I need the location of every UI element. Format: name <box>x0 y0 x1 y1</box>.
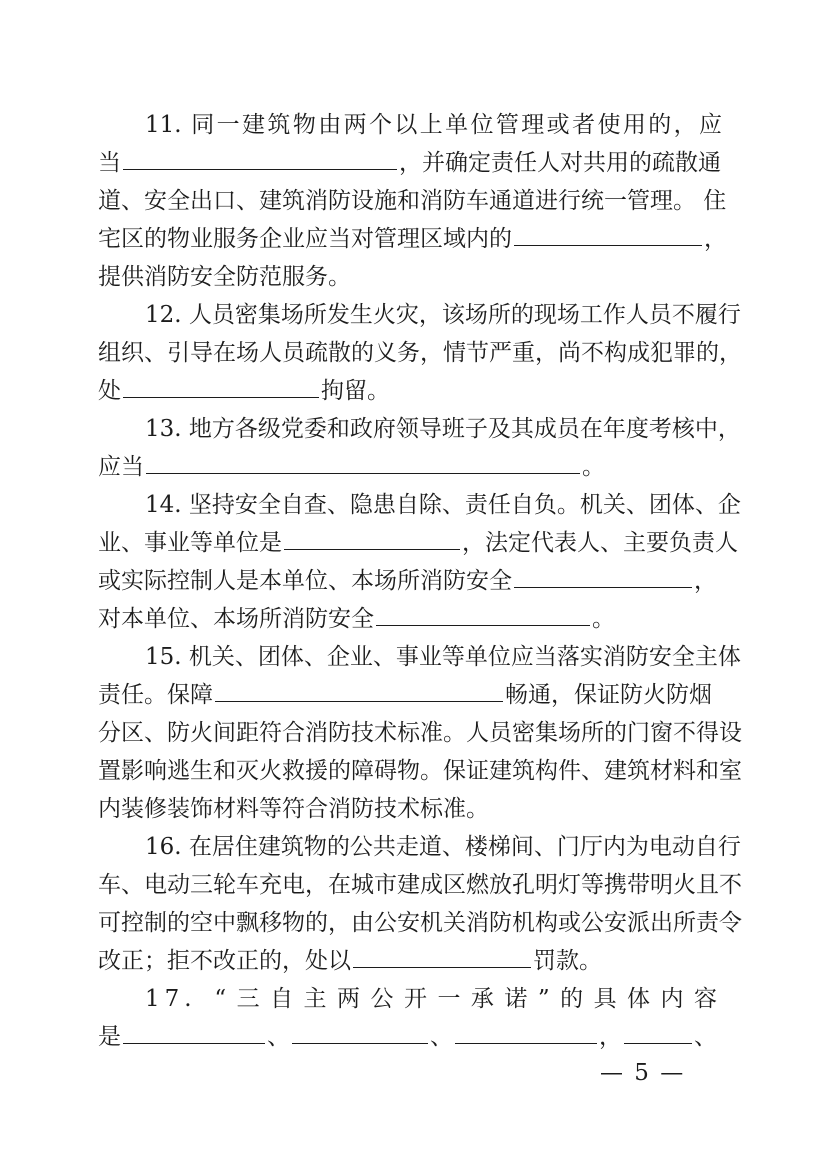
q11-text-7: 提供消防安全防范服务。 <box>98 264 351 290</box>
q14-text-5: ， <box>694 568 717 594</box>
fill-blank[interactable] <box>353 947 531 968</box>
q17-text-5: ， <box>599 1024 622 1050</box>
fill-blank[interactable] <box>514 225 702 246</box>
q12-text-4: 拘留。 <box>321 378 390 404</box>
q17-text-1: 17. “三自主两公开一承诺”的具体内容 <box>145 986 722 1012</box>
q14-text-2: 业、事业等单位是 <box>98 530 282 556</box>
fill-blank[interactable] <box>146 453 580 474</box>
q11-text-6: ， <box>704 226 727 252</box>
q13-text-1: 13. 地方各级党委和政府领导班子及其成员在年度考核中， <box>145 416 741 442</box>
fill-blank[interactable] <box>123 1023 265 1044</box>
q11-text-4: 道、安全出口、建筑消防设施和消防车通道进行统一管理。 住 <box>98 188 727 214</box>
q12-text-3: 处 <box>98 378 121 404</box>
q11-text-5: 宅区的物业服务企业应当对管理区域内的 <box>98 226 512 252</box>
fill-blank[interactable] <box>514 567 692 588</box>
fill-blank[interactable] <box>376 605 590 626</box>
q17-text-6: 、 <box>694 1024 717 1050</box>
q14-text-3: ，法定代表人、主要负责人 <box>462 530 738 556</box>
q15-text-4: 分区、防火间距符合消防技术标准。人员密集场所的门窗不得设 <box>98 720 742 746</box>
q15-text-6: 内装修装饰材料等符合消防技术标准。 <box>98 796 489 822</box>
q11-text-1: 11. 同一建筑物由两个以上单位管理或者使用的，应 <box>145 112 722 138</box>
q15-text-3: 畅通，保证防火防烟 <box>505 682 712 708</box>
q11-text-2: 当 <box>98 150 121 176</box>
q16-text-3: 可控制的空中飘移物的，由公安机关消防机构或公安派出所责令 <box>98 910 742 936</box>
q16-text-1: 16. 在居住建筑物的公共走道、楼梯间、门厅内为电动自行 <box>145 834 741 860</box>
q14-text-1: 14. 坚持安全自查、隐患自除、责任自负。机关、团体、企 <box>145 492 741 518</box>
q17-text-4: 、 <box>430 1024 453 1050</box>
q11-text-3: ，并确定责任人对共用的疏散通 <box>399 150 721 176</box>
q15-text-1: 15. 机关、团体、企业、事业等单位应当落实消防安全主体 <box>145 644 741 670</box>
q13-text-3: 。 <box>582 454 605 480</box>
fill-blank[interactable] <box>284 529 460 550</box>
fill-blank[interactable] <box>123 149 397 170</box>
fill-blank[interactable] <box>123 377 319 398</box>
q15-text-2: 责任。保障 <box>98 682 213 708</box>
q12-text-1: 12. 人员密集场所发生火灾，该场所的现场工作人员不履行 <box>145 302 741 328</box>
q17-text-2: 是 <box>98 1024 121 1050</box>
q16-text-2: 车、电动三轮车充电，在城市建成区燃放孔明灯等携带明火且不 <box>98 872 742 898</box>
q14-text-4: 或实际控制人是本单位、本场所消防安全 <box>98 568 512 594</box>
q16-text-4: 改正；拒不改正的，处以 <box>98 948 351 974</box>
q17-text-3: 、 <box>267 1024 290 1050</box>
q13-text-2: 应当 <box>98 454 144 480</box>
fill-blank[interactable] <box>624 1023 692 1044</box>
fill-blank[interactable] <box>455 1023 597 1044</box>
q14-text-7: 。 <box>592 606 615 632</box>
q14-text-6: 对本单位、本场所消防安全 <box>98 606 374 632</box>
fill-blank[interactable] <box>292 1023 428 1044</box>
page-number: — 5 — <box>600 1060 686 1086</box>
q16-text-5: 罚款。 <box>533 948 602 974</box>
fill-blank[interactable] <box>215 681 503 702</box>
q12-text-2: 组织、引导在场人员疏散的义务，情节严重，尚不构成犯罪的， <box>98 340 742 366</box>
q15-text-5: 置影响逃生和灭火救援的障碍物。保证建筑构件、建筑材料和室 <box>98 758 742 784</box>
